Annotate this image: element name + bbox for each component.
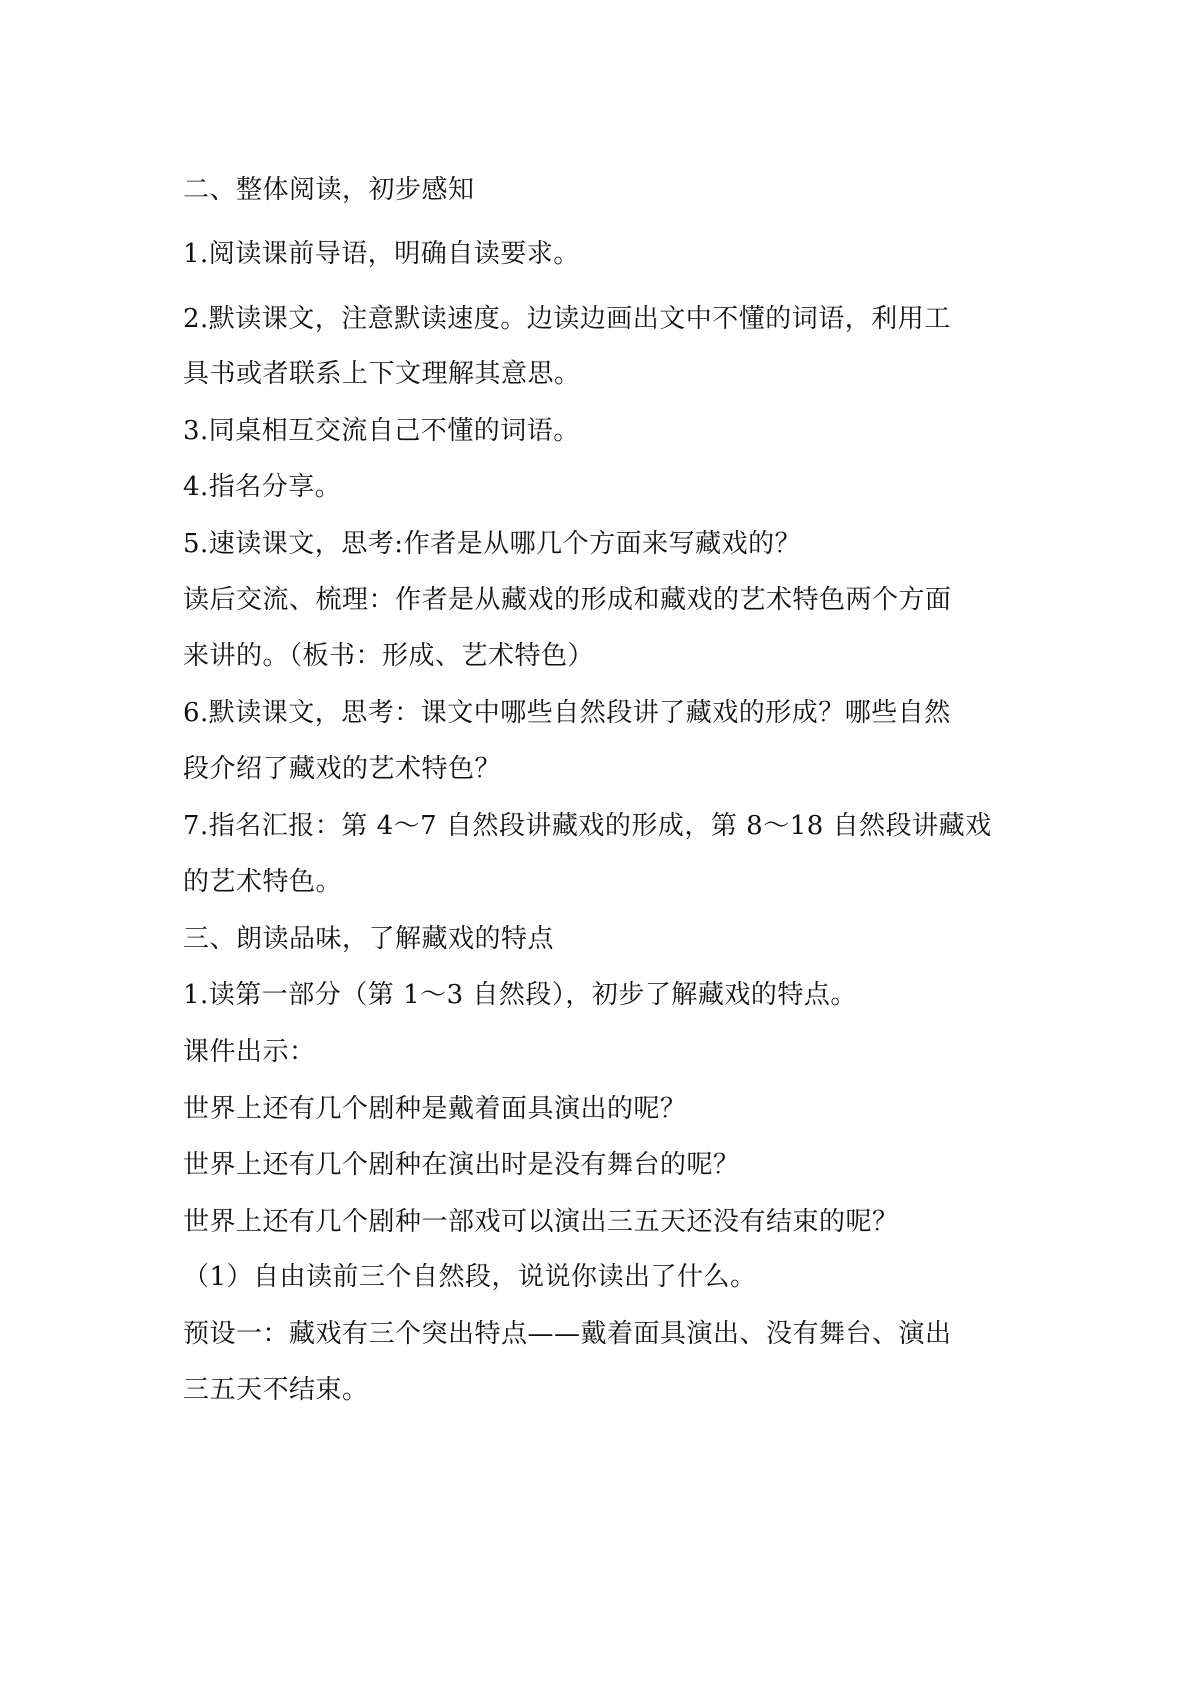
paragraph-line: 4.指名分享。 <box>183 472 342 502</box>
paragraph-line: 6.默读课文，思考：课文中哪些自然段讲了藏戏的形成？哪些自然 <box>183 698 951 728</box>
paragraph-line: 具书或者联系上下文理解其意思。 <box>183 359 581 389</box>
paragraph-line: 课件出示： <box>183 1037 316 1067</box>
quote-line: 世界上还有几个剧种一部戏可以演出三五天还没有结束的呢？ <box>183 1207 899 1237</box>
paragraph-line: 1.阅读课前导语，明确自读要求。 <box>183 239 580 269</box>
quote-line: 世界上还有几个剧种是戴着面具演出的呢？ <box>183 1094 687 1124</box>
quote-line: 世界上还有几个剧种在演出时是没有舞台的呢？ <box>183 1150 740 1180</box>
paragraph-line: 7.指名汇报：第 4～7 自然段讲藏戏的形成，第 8～18 自然段讲藏戏 <box>183 811 992 841</box>
paragraph-line: 5.速读课文，思考:作者是从哪几个方面来写藏戏的？ <box>183 529 802 559</box>
paragraph-line: 来讲的。（板书：形成、艺术特色） <box>183 641 595 671</box>
paragraph-line: 段介绍了藏戏的艺术特色？ <box>183 754 502 784</box>
paragraph-line: （1）自由读前三个自然段，说说你读出了什么。 <box>183 1262 757 1292</box>
paragraph-line: 2.默读课文，注意默读速度。边读边画出文中不懂的词语，利用工 <box>183 304 951 334</box>
paragraph-line: 读后交流、梳理：作者是从藏戏的形成和藏戏的艺术特色两个方面 <box>183 585 952 615</box>
paragraph-line: 预设一：藏戏有三个突出特点——戴着面具演出、没有舞台、演出 <box>183 1319 952 1349</box>
section-heading-3: 三、朗读品味，了解藏戏的特点 <box>183 924 555 954</box>
paragraph-line: 3.同桌相互交流自己不懂的词语。 <box>183 416 580 446</box>
paragraph-line: 三五天不结束。 <box>183 1375 369 1405</box>
section-heading-2: 二、整体阅读，初步感知 <box>183 175 475 205</box>
paragraph-line: 的艺术特色。 <box>183 867 343 897</box>
paragraph-line: 1.读第一部分（第 1～3 自然段），初步了解藏戏的特点。 <box>183 980 857 1010</box>
